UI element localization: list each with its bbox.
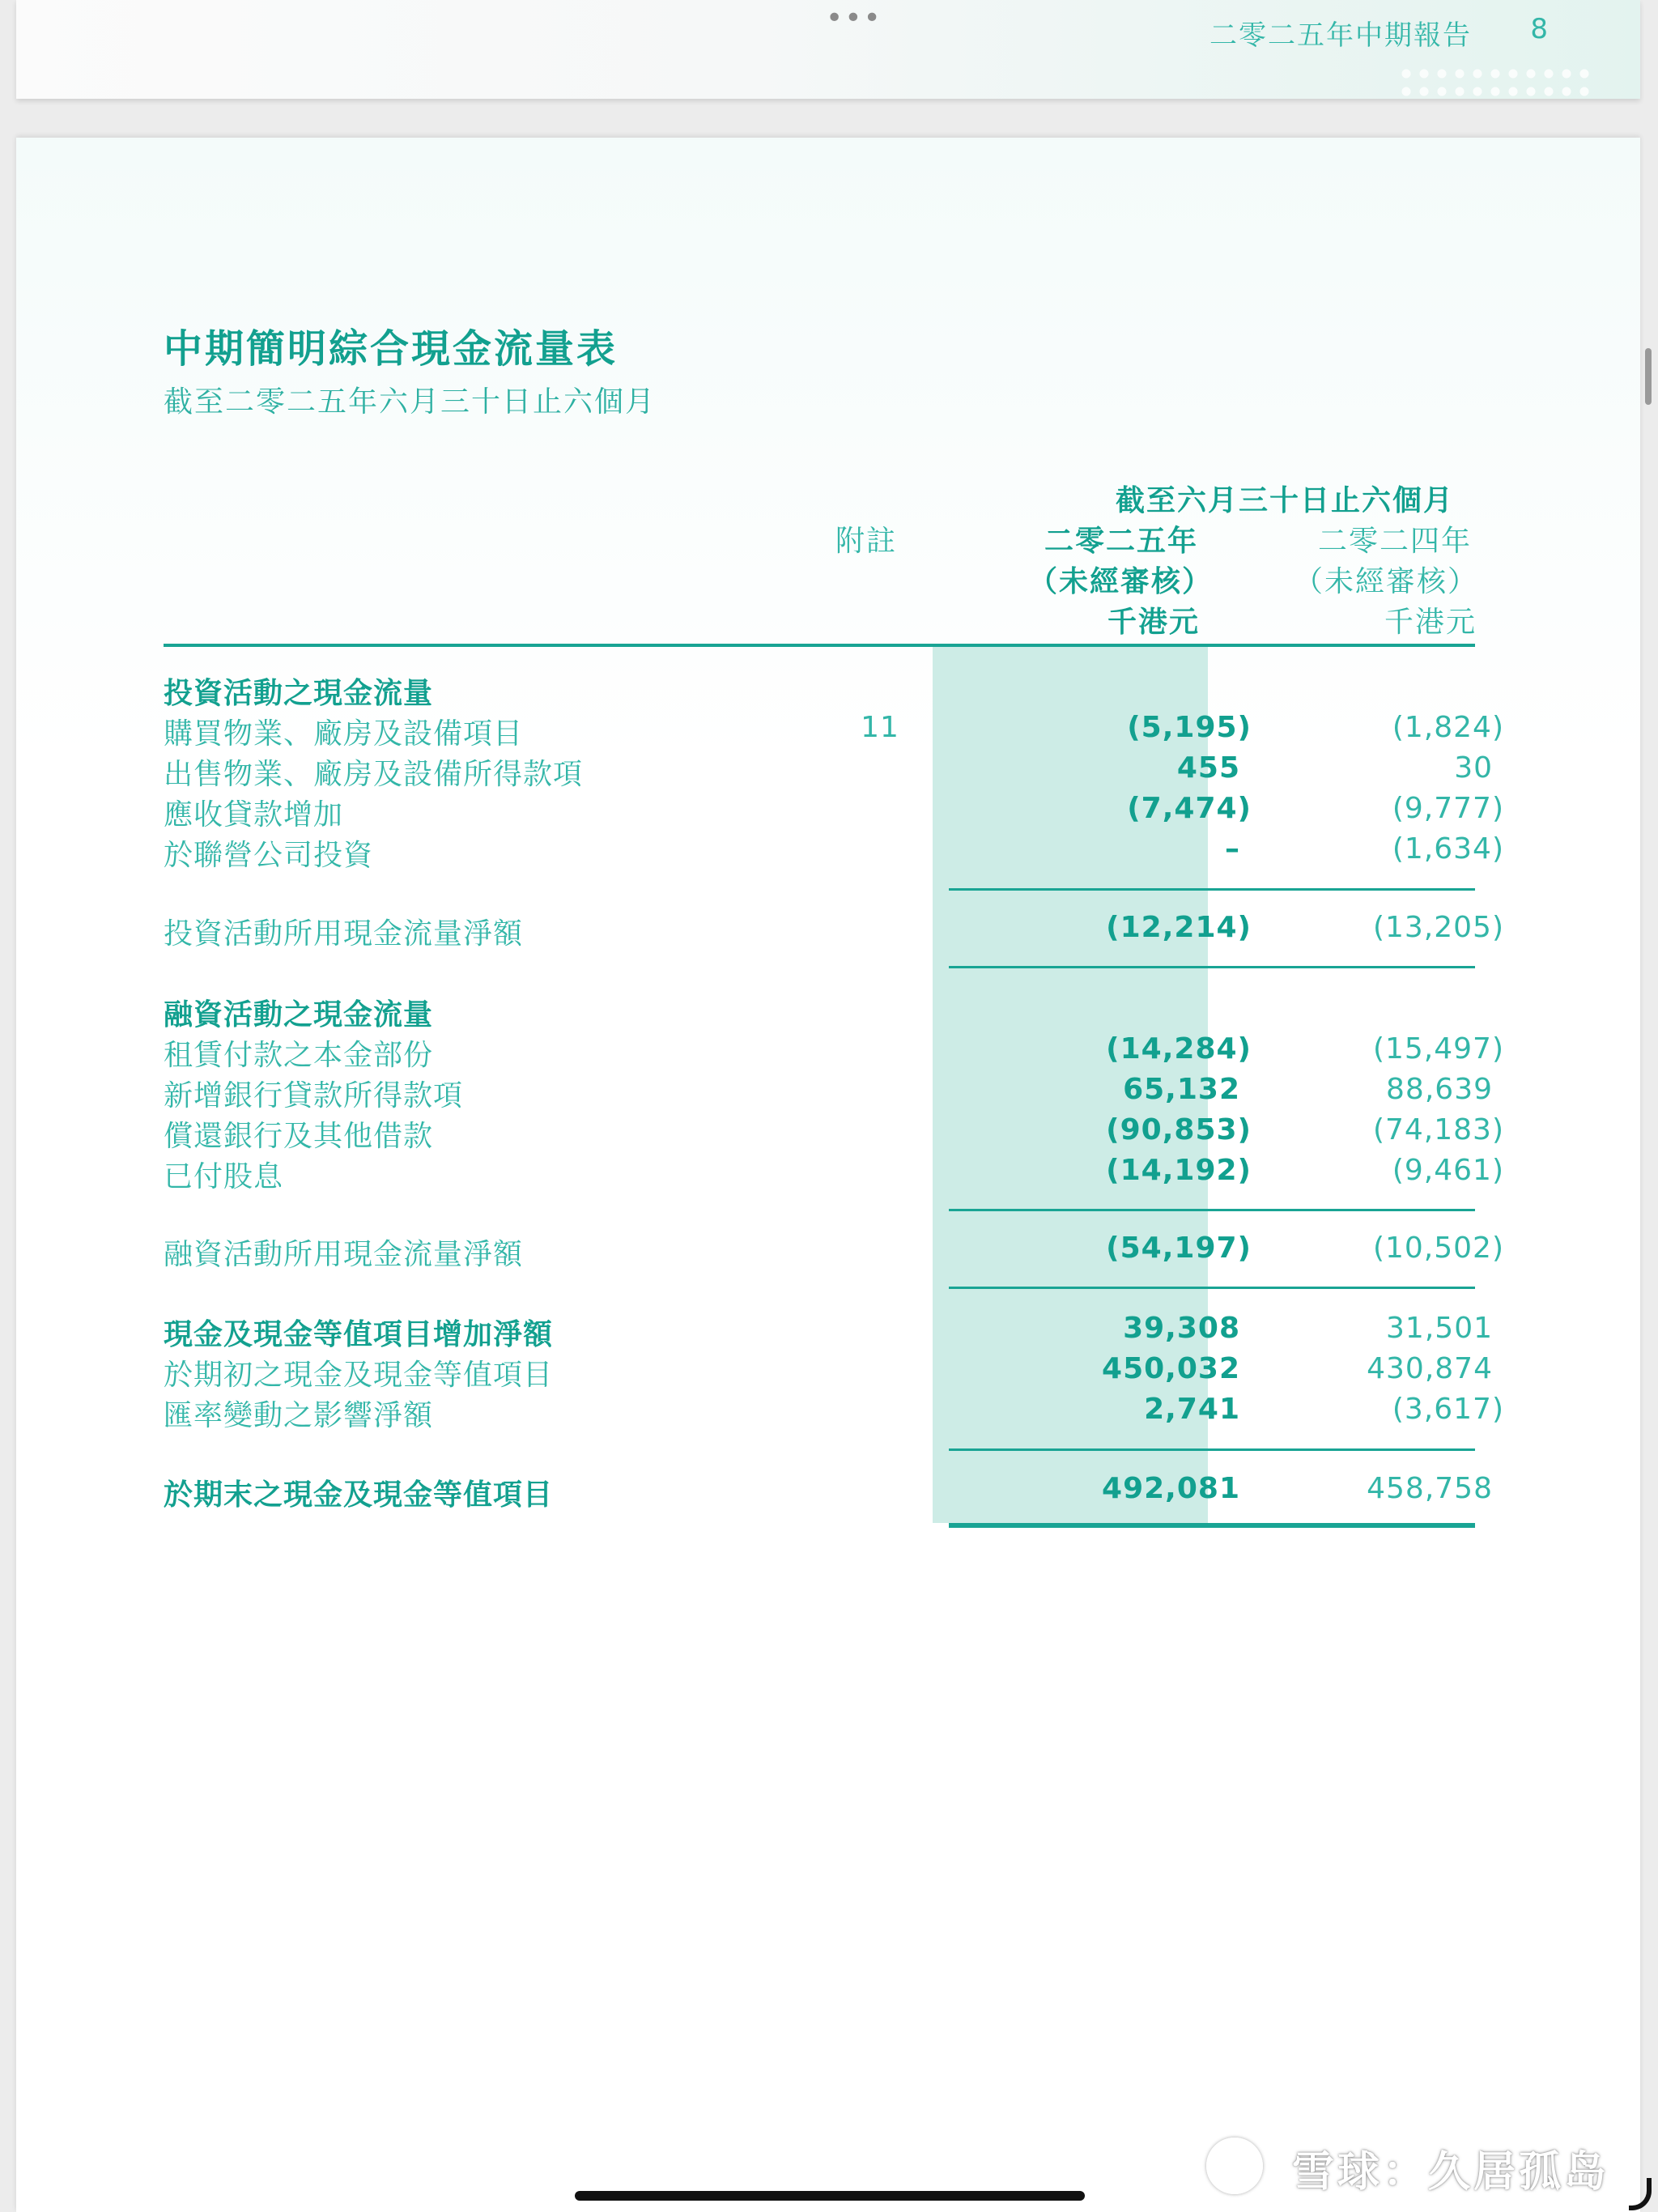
value-2024: (13,205) bbox=[1372, 911, 1504, 944]
value-2025: (12,214) bbox=[1106, 911, 1252, 944]
row-label: 新增銀行貸款所得款項 bbox=[164, 1079, 464, 1112]
row-label: 購買物業、廠房及設備項目 bbox=[164, 717, 524, 751]
watermark: 雪球：久居孤岛 bbox=[1291, 2148, 1609, 2197]
row-label: 於期末之現金及現金等值項目 bbox=[164, 1478, 554, 1512]
subtotal-line-financing-bottom bbox=[949, 1287, 1475, 1289]
value-2024: 88,639 bbox=[1386, 1073, 1493, 1106]
header-decoration bbox=[1397, 65, 1592, 97]
value-2025: 65,132 bbox=[1123, 1073, 1240, 1106]
total-line-closing bbox=[949, 1523, 1475, 1528]
corner-curl-icon bbox=[1629, 2178, 1652, 2210]
row-label: 於聯營公司投資 bbox=[164, 839, 374, 872]
scrollbar-thumb[interactable] bbox=[1645, 348, 1652, 405]
value-2025: 2,741 bbox=[1144, 1393, 1240, 1426]
value-2024: (15,497) bbox=[1372, 1032, 1504, 1066]
value-2025: – bbox=[1225, 832, 1240, 866]
row-label: 現金及現金等值項目增加淨額 bbox=[164, 1318, 554, 1351]
table-row bbox=[164, 911, 1504, 951]
row-label: 償還銀行及其他借款 bbox=[164, 1120, 434, 1153]
table-row bbox=[164, 670, 1491, 711]
value-2025: 455 bbox=[1176, 751, 1240, 785]
value-2024: 30 bbox=[1454, 751, 1493, 785]
value-2024: (9,461) bbox=[1392, 1154, 1504, 1187]
unaudited-2025-label: （未經審核） bbox=[1028, 565, 1214, 598]
value-2025: (7,474) bbox=[1127, 792, 1252, 825]
page-number: 8 bbox=[1530, 13, 1548, 45]
row-label: 投資活動所用現金流量淨額 bbox=[164, 917, 524, 951]
home-indicator[interactable] bbox=[575, 2191, 1085, 2201]
row-label: 租賃付款之本金部份 bbox=[164, 1039, 434, 1072]
note-column-header: 附註 bbox=[835, 525, 898, 558]
subtotal-line-investing-bottom bbox=[949, 966, 1475, 968]
value-2025: (54,197) bbox=[1106, 1231, 1252, 1265]
subtotal-line-closing-top bbox=[949, 1448, 1475, 1451]
row-note: 11 bbox=[861, 711, 899, 744]
table-row bbox=[164, 751, 1491, 792]
value-2025: (90,853) bbox=[1106, 1113, 1252, 1146]
value-2024: (10,502) bbox=[1372, 1231, 1504, 1265]
value-2024: (1,824) bbox=[1392, 711, 1504, 744]
row-label: 融資活動所用現金流量淨額 bbox=[164, 1238, 524, 1271]
value-2024: (74,183) bbox=[1372, 1113, 1504, 1146]
table-row bbox=[164, 1472, 1491, 1512]
value-2024: 31,501 bbox=[1386, 1312, 1493, 1345]
table-row bbox=[164, 1113, 1504, 1154]
header-rule bbox=[164, 644, 1475, 647]
value-2024: (3,617) bbox=[1392, 1393, 1504, 1426]
value-2024: 430,874 bbox=[1367, 1352, 1493, 1385]
unaudited-2024-label: （未經審核） bbox=[1294, 565, 1479, 598]
row-label: 出售物業、廠房及設備所得款項 bbox=[164, 758, 584, 791]
value-2025: 492,081 bbox=[1102, 1472, 1240, 1505]
value-2025: (5,195) bbox=[1127, 711, 1252, 744]
statement-title: 中期簡明綜合現金流量表 bbox=[164, 326, 619, 372]
unit-2025-label: 千港元 bbox=[1107, 606, 1201, 639]
watermark-logo-icon bbox=[1206, 2138, 1263, 2194]
table-row bbox=[164, 992, 1491, 1032]
year-2024-header: 二零二四年 bbox=[1318, 525, 1473, 558]
running-header: 二零二五年中期報告 bbox=[1209, 19, 1472, 52]
row-label: 應收貸款增加 bbox=[164, 798, 344, 832]
value-2025: 450,032 bbox=[1102, 1352, 1240, 1385]
subtotal-line-investing-top bbox=[949, 888, 1475, 891]
subtotal-line-financing-top bbox=[949, 1209, 1475, 1211]
more-options-icon[interactable]: ••• bbox=[826, 2, 882, 35]
value-2025: (14,192) bbox=[1106, 1154, 1252, 1187]
period-caption: 截至六月三十日止六個月 bbox=[1116, 484, 1455, 517]
table-row bbox=[164, 1073, 1491, 1113]
value-2024: (9,777) bbox=[1392, 792, 1504, 825]
row-label: 匯率變動之影響淨額 bbox=[164, 1399, 434, 1432]
table-row bbox=[164, 1393, 1504, 1433]
row-label: 於期初之現金及現金等值項目 bbox=[164, 1359, 554, 1392]
value-2024: 458,758 bbox=[1367, 1472, 1493, 1505]
row-label: 融資活動之現金流量 bbox=[164, 998, 434, 1032]
table-row bbox=[164, 1352, 1491, 1393]
table-row bbox=[164, 792, 1504, 832]
row-label: 投資活動之現金流量 bbox=[164, 677, 434, 710]
table-row bbox=[164, 711, 1504, 751]
value-2025: (14,284) bbox=[1106, 1032, 1252, 1066]
table-row bbox=[164, 1032, 1504, 1073]
statement-subtitle: 截至二零二五年六月三十日止六個月 bbox=[164, 385, 657, 419]
table-row bbox=[164, 1312, 1491, 1352]
unit-2024-label: 千港元 bbox=[1384, 606, 1477, 639]
table-row bbox=[164, 1154, 1504, 1194]
year-2025-header: 二零二五年 bbox=[1044, 525, 1199, 558]
value-2025: 39,308 bbox=[1123, 1312, 1240, 1345]
value-2024: (1,634) bbox=[1392, 832, 1504, 866]
table-row bbox=[164, 1231, 1504, 1272]
table-row bbox=[164, 832, 1504, 873]
row-label: 已付股息 bbox=[164, 1160, 284, 1193]
